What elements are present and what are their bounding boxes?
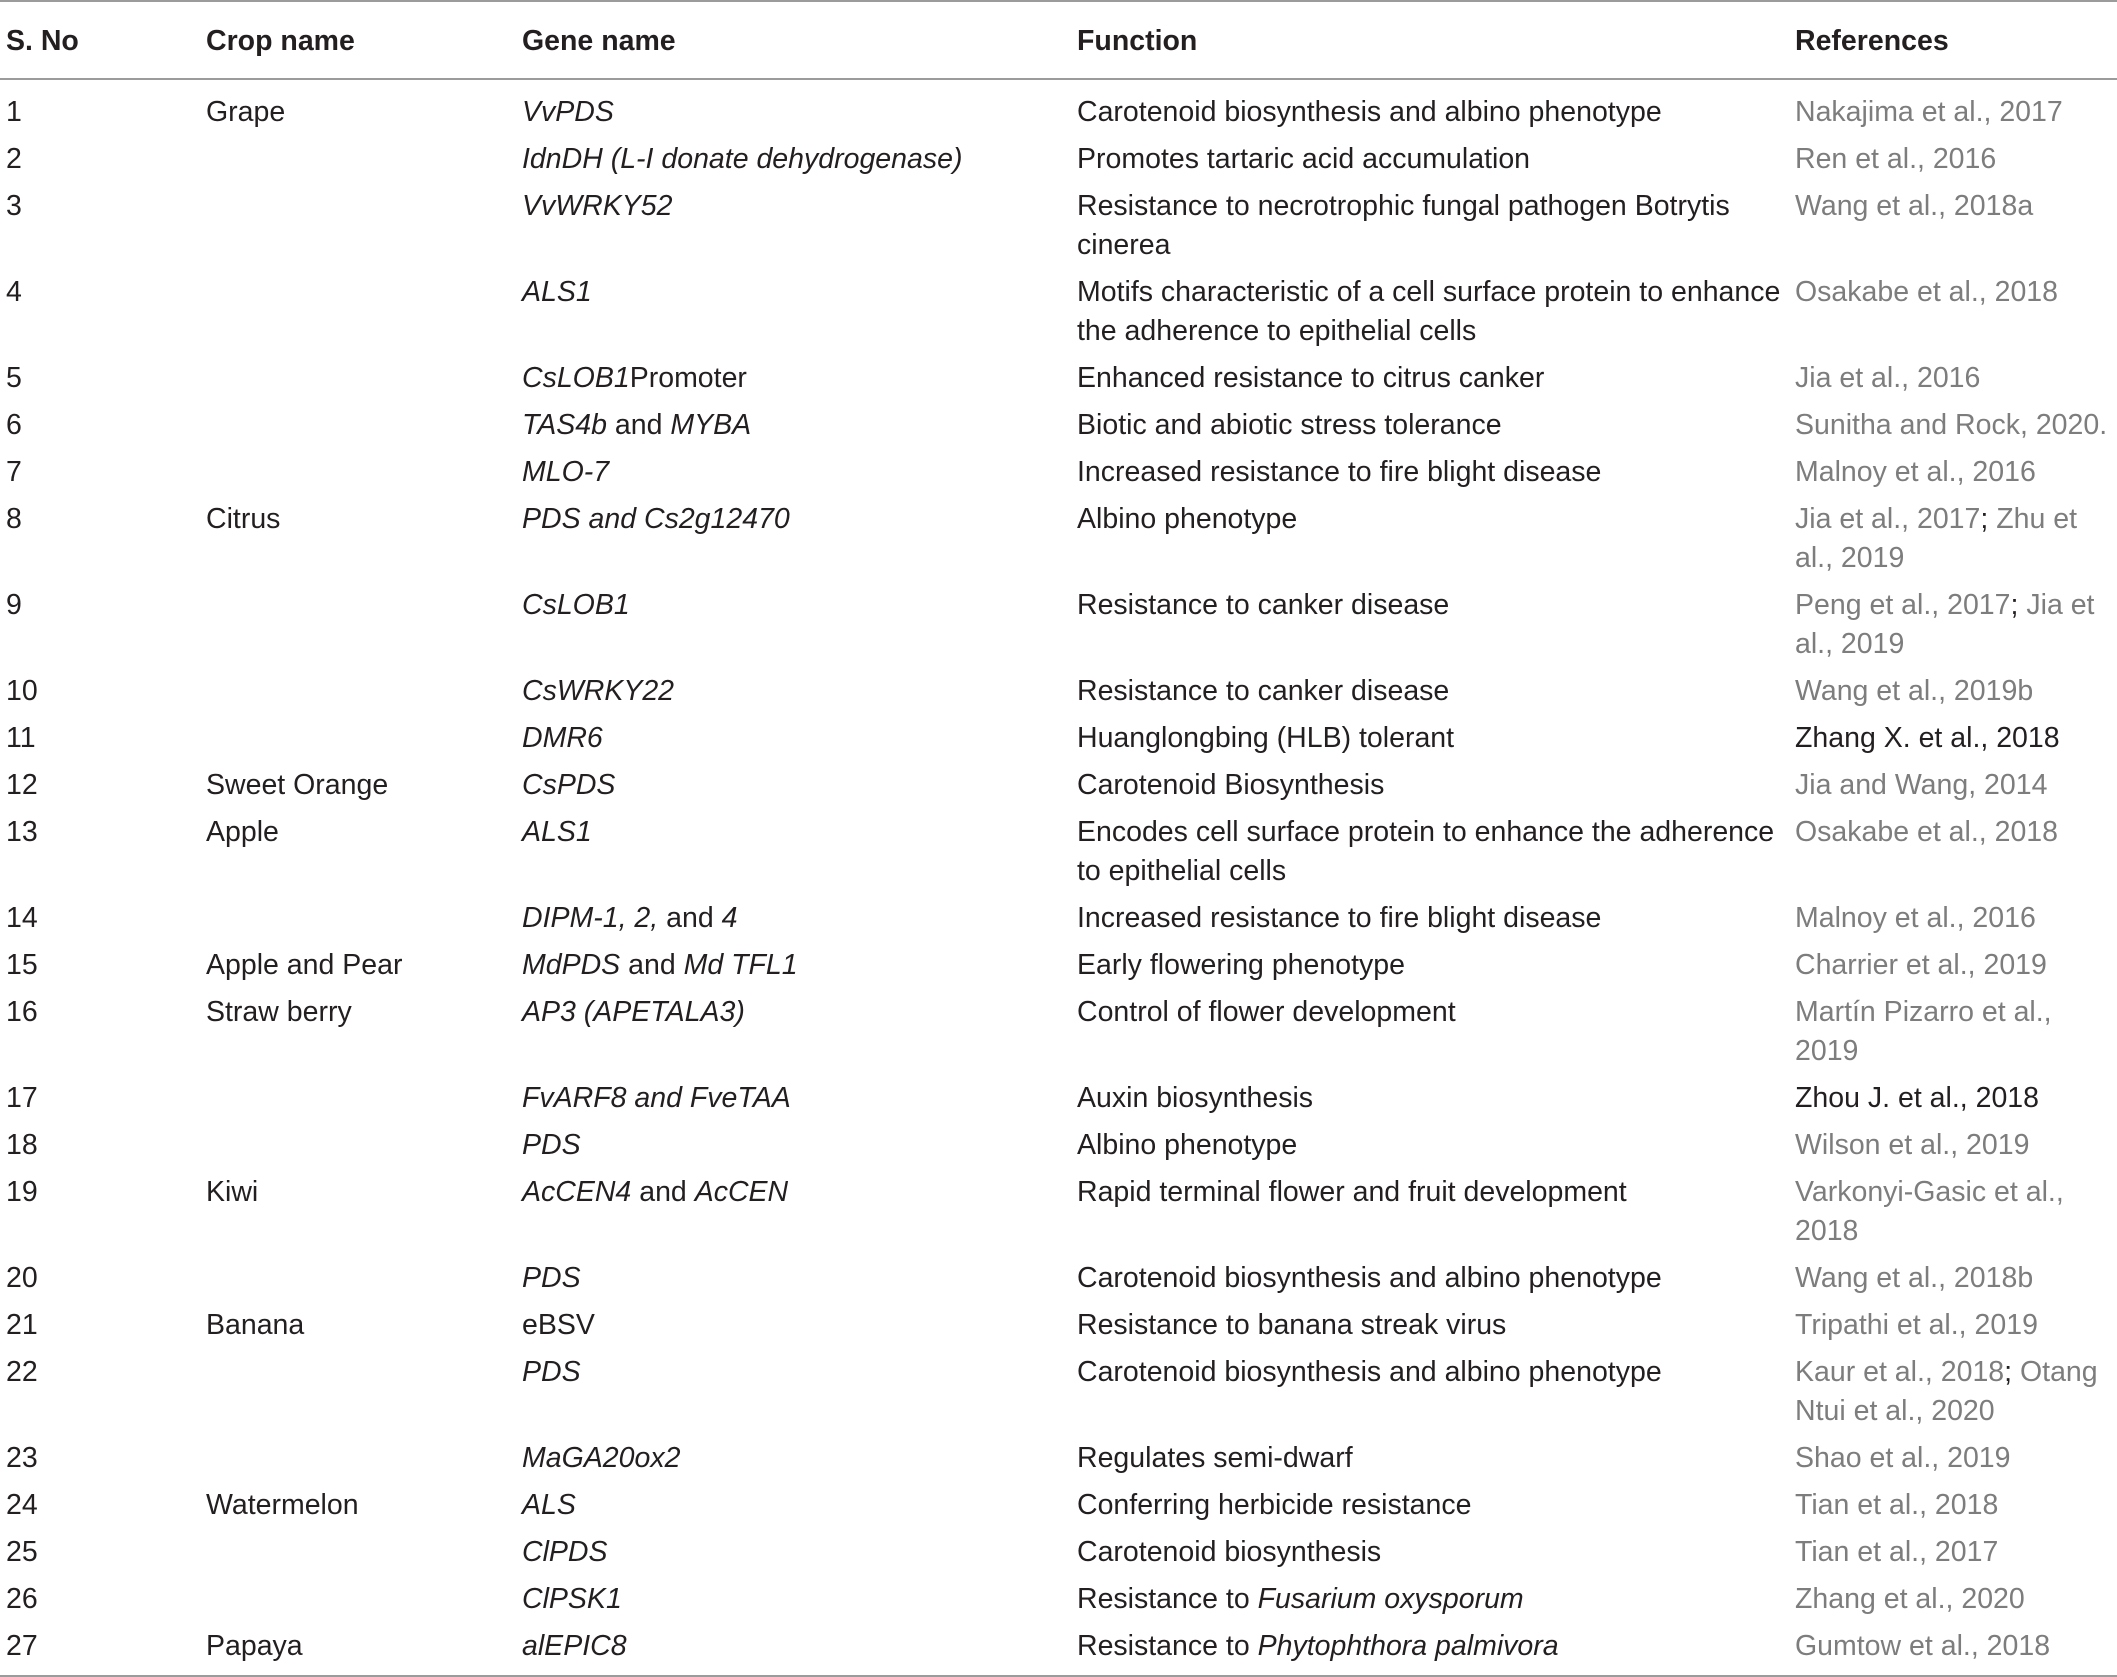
table-row bbox=[0, 1255, 2117, 1302]
cell-function bbox=[1071, 1576, 1789, 1623]
table-row bbox=[0, 136, 2117, 183]
function-segment: Resistance to bbox=[1077, 1583, 1258, 1615]
table-body bbox=[0, 79, 2117, 1676]
cell-function bbox=[1071, 1255, 1789, 1302]
cell-references bbox=[1789, 582, 2117, 668]
reference-link[interactable]: Jia et al., 2019 bbox=[1795, 589, 2095, 660]
cell-references bbox=[1789, 1623, 2117, 1676]
reference-link[interactable]: Osakabe et al., 2018 bbox=[1795, 816, 2059, 848]
table-row bbox=[0, 79, 2117, 136]
reference-link[interactable]: Shao et al., 2019 bbox=[1795, 1442, 2011, 1474]
cell-references bbox=[1789, 1349, 2117, 1435]
function-segment: Resistance to canker disease bbox=[1077, 675, 1450, 707]
reference-link[interactable]: Ren et al., 2016 bbox=[1795, 143, 1997, 175]
cell-references bbox=[1789, 895, 2117, 942]
cell-gene-name bbox=[516, 355, 1071, 402]
cell-sno: 6 bbox=[6, 409, 22, 441]
gene-segment: Promoter bbox=[629, 362, 747, 394]
cell-gene-name bbox=[516, 1435, 1071, 1482]
cell-crop-name: Banana bbox=[206, 1309, 305, 1341]
cell-references bbox=[1789, 1435, 2117, 1482]
cell-crop-name: Sweet Orange bbox=[206, 769, 389, 801]
cell-crop-name: Papaya bbox=[206, 1630, 303, 1662]
cell-function bbox=[1071, 136, 1789, 183]
cell-sno: 22 bbox=[6, 1356, 38, 1388]
cell-gene-name bbox=[516, 1529, 1071, 1576]
function-segment: Carotenoid Biosynthesis bbox=[1077, 769, 1385, 801]
cell-gene-name bbox=[516, 1169, 1071, 1255]
reference-link[interactable]: Zhu et al., 2019 bbox=[1795, 503, 2078, 574]
cell-gene-name bbox=[516, 136, 1071, 183]
cell-function bbox=[1071, 989, 1789, 1075]
header-function: Function bbox=[1077, 25, 1198, 57]
cell-references bbox=[1789, 1576, 2117, 1623]
gene-segment: ALS bbox=[522, 1489, 576, 1521]
table-row bbox=[0, 402, 2117, 449]
cell-function bbox=[1071, 269, 1789, 355]
cell-gene-name bbox=[516, 79, 1071, 136]
cell-gene-name bbox=[516, 1349, 1071, 1435]
cell-sno: 17 bbox=[6, 1082, 38, 1114]
cell-sno: 24 bbox=[6, 1489, 38, 1521]
cell-references bbox=[1789, 762, 2117, 809]
function-segment: Motifs characteristic of a cell surface protein to enhance the adherence to epithelial cells bbox=[1077, 276, 1781, 347]
function-segment: Carotenoid biosynthesis and albino phenotype bbox=[1077, 1356, 1662, 1388]
cell-references bbox=[1789, 1122, 2117, 1169]
gene-segment: and bbox=[631, 1176, 695, 1208]
function-segment: Regulates semi-dwarf bbox=[1077, 1442, 1353, 1474]
cell-sno: 13 bbox=[6, 816, 38, 848]
cell-sno: 2 bbox=[6, 143, 22, 175]
cell-function bbox=[1071, 449, 1789, 496]
cell-sno: 10 bbox=[6, 675, 38, 707]
reference-link[interactable]: Martín Pizarro et al., 2019 bbox=[1795, 996, 2052, 1067]
cell-function bbox=[1071, 1075, 1789, 1122]
table-row bbox=[0, 895, 2117, 942]
cell-function bbox=[1071, 1122, 1789, 1169]
function-segment: Encodes cell surface protein to enhance the adherence to epithelial cells bbox=[1077, 816, 1775, 887]
reference-link[interactable]: Zhou J. et al., 2018 bbox=[1795, 1082, 2039, 1114]
gene-segment: Md TFL1 bbox=[683, 949, 798, 981]
cell-crop-name bbox=[200, 402, 516, 449]
cell-references bbox=[1789, 269, 2117, 355]
table-row bbox=[0, 449, 2117, 496]
cell-function bbox=[1071, 762, 1789, 809]
cell-crop-name bbox=[200, 1075, 516, 1122]
cell-gene-name bbox=[516, 496, 1071, 582]
reference-link[interactable]: Otang Ntui et al., 2020 bbox=[1795, 1356, 2098, 1427]
cell-sno: 1 bbox=[6, 96, 22, 128]
table-row bbox=[0, 269, 2117, 355]
cell-sno: 11 bbox=[6, 722, 36, 754]
cell-references bbox=[1789, 1529, 2117, 1576]
reference-link[interactable]: Nakajima et al., 2017 bbox=[1795, 96, 2063, 128]
gene-segment: MLO-7 bbox=[522, 456, 610, 488]
cell-crop-name bbox=[200, 1576, 516, 1623]
cell-gene-name bbox=[516, 762, 1071, 809]
cell-sno: 14 bbox=[6, 902, 38, 934]
reference-link[interactable]: Zhang X. et al., 2018 bbox=[1795, 722, 2060, 754]
cell-references bbox=[1789, 449, 2117, 496]
cell-crop-name bbox=[200, 582, 516, 668]
gene-segment: CsLOB1 bbox=[522, 362, 630, 394]
table-row bbox=[0, 1482, 2117, 1529]
reference-link[interactable]: Tian et al., 2018 bbox=[1795, 1489, 1999, 1521]
header-row bbox=[0, 1, 2117, 79]
gene-segment: PDS bbox=[522, 1356, 581, 1388]
cell-crop-name: Straw berry bbox=[206, 996, 352, 1028]
cell-gene-name bbox=[516, 183, 1071, 269]
cell-gene-name bbox=[516, 809, 1071, 895]
table-row bbox=[0, 183, 2117, 269]
cell-function bbox=[1071, 1302, 1789, 1349]
table-row bbox=[0, 762, 2117, 809]
cell-references bbox=[1789, 1482, 2117, 1529]
function-segment: Increased resistance to fire blight disease bbox=[1077, 456, 1602, 488]
function-segment: Resistance to bbox=[1077, 1630, 1258, 1662]
cell-crop-name: Apple bbox=[206, 816, 279, 848]
cell-references bbox=[1789, 402, 2117, 449]
cell-sno: 4 bbox=[6, 276, 22, 308]
gene-segment: 4 bbox=[721, 902, 738, 934]
reference-separator: ; bbox=[1980, 503, 1997, 535]
reference-link[interactable]: Zhang et al., 2020 bbox=[1795, 1583, 2025, 1615]
cell-crop-name: Citrus bbox=[206, 503, 281, 535]
reference-link[interactable]: Wang et al., 2018a bbox=[1795, 190, 2034, 222]
gene-segment: ClPDS bbox=[522, 1536, 608, 1568]
reference-link[interactable]: Wang et al., 2018b bbox=[1795, 1262, 2034, 1294]
reference-link[interactable]: Wilson et al., 2019 bbox=[1795, 1129, 2030, 1161]
cell-gene-name bbox=[516, 402, 1071, 449]
cell-sno: 12 bbox=[6, 769, 38, 801]
header-crop-name: Crop name bbox=[206, 25, 355, 57]
cell-crop-name bbox=[200, 668, 516, 715]
reference-link[interactable]: Jia et al., 2016 bbox=[1795, 362, 1981, 394]
cell-function bbox=[1071, 809, 1789, 895]
cell-crop-name: Grape bbox=[206, 96, 286, 128]
cell-references bbox=[1789, 989, 2117, 1075]
function-segment: Phytophthora palmivora bbox=[1257, 1630, 1559, 1662]
function-segment: Albino phenotype bbox=[1077, 503, 1298, 535]
gene-segment: CsPDS bbox=[522, 769, 616, 801]
function-segment: Rapid terminal flower and fruit development bbox=[1077, 1176, 1627, 1208]
reference-link[interactable]: Peng et al., 2017 bbox=[1795, 589, 2011, 621]
cell-references bbox=[1789, 1169, 2117, 1255]
cell-gene-name bbox=[516, 942, 1071, 989]
cell-function bbox=[1071, 715, 1789, 762]
gene-segment: and bbox=[620, 949, 684, 981]
gene-segment: MYBA bbox=[670, 409, 752, 441]
cell-sno: 15 bbox=[6, 949, 38, 981]
cell-crop-name bbox=[200, 183, 516, 269]
cell-references bbox=[1789, 1255, 2117, 1302]
reference-link[interactable]: Jia and Wang, 2014 bbox=[1795, 769, 2048, 801]
table-row bbox=[0, 1169, 2117, 1255]
cell-function bbox=[1071, 496, 1789, 582]
cell-crop-name: Watermelon bbox=[206, 1489, 359, 1521]
cell-crop-name: Kiwi bbox=[206, 1176, 259, 1208]
gene-segment: ALS1 bbox=[522, 276, 592, 308]
function-segment: Albino phenotype bbox=[1077, 1129, 1298, 1161]
function-segment: Control of flower development bbox=[1077, 996, 1456, 1028]
cell-sno: 5 bbox=[6, 362, 22, 394]
reference-link[interactable]: Malnoy et al., 2016 bbox=[1795, 456, 2036, 488]
function-segment: Carotenoid biosynthesis bbox=[1077, 1536, 1382, 1568]
table-row bbox=[0, 668, 2117, 715]
cell-crop-name bbox=[200, 895, 516, 942]
reference-link[interactable]: Osakabe et al., 2018 bbox=[1795, 276, 2059, 308]
cell-references bbox=[1789, 1075, 2117, 1122]
cell-crop-name bbox=[200, 136, 516, 183]
function-segment: Huanglongbing (HLB) tolerant bbox=[1077, 722, 1455, 754]
function-segment: Biotic and abiotic stress tolerance bbox=[1077, 409, 1502, 441]
cell-crop-name bbox=[200, 1349, 516, 1435]
table-row bbox=[0, 942, 2117, 989]
table-row bbox=[0, 1122, 2117, 1169]
cell-crop-name: Apple and Pear bbox=[206, 949, 403, 981]
gene-segment: AcCEN bbox=[694, 1176, 789, 1208]
reference-link[interactable]: Wang et al., 2019b bbox=[1795, 675, 2034, 707]
header-gene-name: Gene name bbox=[522, 25, 676, 57]
function-segment: Fusarium oxysporum bbox=[1257, 1583, 1524, 1615]
gene-segment: and bbox=[607, 409, 671, 441]
cell-references bbox=[1789, 809, 2117, 895]
function-segment: Carotenoid biosynthesis and albino phenotype bbox=[1077, 96, 1662, 128]
function-segment: Resistance to canker disease bbox=[1077, 589, 1450, 621]
cell-sno: 19 bbox=[6, 1176, 38, 1208]
cell-function bbox=[1071, 402, 1789, 449]
cell-gene-name bbox=[516, 1122, 1071, 1169]
cell-crop-name bbox=[200, 1122, 516, 1169]
cell-gene-name bbox=[516, 989, 1071, 1075]
cell-sno: 16 bbox=[6, 996, 38, 1028]
table-header bbox=[0, 1, 2117, 79]
gene-segment: AcCEN4 bbox=[522, 1176, 632, 1208]
reference-link[interactable]: Sunitha and Rock, 2020. bbox=[1795, 409, 2108, 441]
cell-crop-name bbox=[200, 1435, 516, 1482]
gene-segment: MaGA20ox2 bbox=[522, 1442, 681, 1474]
cell-gene-name bbox=[516, 1576, 1071, 1623]
function-segment: Auxin biosynthesis bbox=[1077, 1082, 1314, 1114]
cell-crop-name bbox=[200, 1255, 516, 1302]
cell-function bbox=[1071, 1482, 1789, 1529]
gene-segment: FvARF8 and FveTAA bbox=[522, 1082, 791, 1114]
cell-function bbox=[1071, 582, 1789, 668]
gene-segment: IdnDH (L-I donate dehydrogenase) bbox=[522, 143, 963, 175]
table-row bbox=[0, 1576, 2117, 1623]
table-row bbox=[0, 582, 2117, 668]
function-segment: Resistance to banana streak virus bbox=[1077, 1309, 1507, 1341]
cell-function bbox=[1071, 79, 1789, 136]
cell-sno: 23 bbox=[6, 1442, 38, 1474]
table-row bbox=[0, 989, 2117, 1075]
reference-link[interactable]: Charrier et al., 2019 bbox=[1795, 949, 2047, 981]
cell-gene-name bbox=[516, 582, 1071, 668]
cell-crop-name bbox=[200, 1529, 516, 1576]
table-row bbox=[0, 715, 2117, 762]
gene-segment: MdPDS bbox=[522, 949, 621, 981]
table-row bbox=[0, 1435, 2117, 1482]
cell-crop-name bbox=[200, 269, 516, 355]
table-row bbox=[0, 1349, 2117, 1435]
cell-function bbox=[1071, 668, 1789, 715]
cell-gene-name bbox=[516, 715, 1071, 762]
cell-references bbox=[1789, 668, 2117, 715]
table-row bbox=[0, 355, 2117, 402]
gene-segment: eBSV bbox=[522, 1309, 595, 1341]
reference-separator: ; bbox=[2004, 1356, 2020, 1388]
gene-segment: alEPIC8 bbox=[522, 1630, 627, 1662]
cell-function bbox=[1071, 895, 1789, 942]
reference-link[interactable]: Malnoy et al., 2016 bbox=[1795, 902, 2036, 934]
cell-function bbox=[1071, 942, 1789, 989]
gene-segment: AP3 (APETALA3) bbox=[522, 996, 745, 1028]
reference-link[interactable]: Jia et al., 2017 bbox=[1795, 503, 1981, 535]
table-row bbox=[0, 496, 2117, 582]
gene-segment: PDS and Cs2g12470 bbox=[522, 503, 790, 535]
gene-segment: DMR6 bbox=[522, 722, 603, 754]
gene-segment: CsLOB1 bbox=[522, 589, 630, 621]
cell-sno: 27 bbox=[6, 1630, 38, 1662]
gene-segment: CsWRKY22 bbox=[522, 675, 675, 707]
cell-references bbox=[1789, 1302, 2117, 1349]
cell-sno: 25 bbox=[6, 1536, 38, 1568]
reference-link[interactable]: Kaur et al., 2018 bbox=[1795, 1356, 2005, 1388]
cell-references bbox=[1789, 79, 2117, 136]
gene-segment: DIPM-1, 2, bbox=[522, 902, 659, 934]
gene-segment: PDS bbox=[522, 1262, 581, 1294]
cell-sno: 18 bbox=[6, 1129, 38, 1161]
cell-gene-name bbox=[516, 895, 1071, 942]
cell-function bbox=[1071, 1435, 1789, 1482]
function-segment: Carotenoid biosynthesis and albino phenotype bbox=[1077, 1262, 1662, 1294]
function-segment: Increased resistance to fire blight disease bbox=[1077, 902, 1602, 934]
gene-segment: VvWRKY52 bbox=[522, 190, 673, 222]
gene-segment: ALS1 bbox=[522, 816, 592, 848]
cell-gene-name bbox=[516, 449, 1071, 496]
cell-gene-name bbox=[516, 1255, 1071, 1302]
cell-crop-name bbox=[200, 715, 516, 762]
cell-references bbox=[1789, 496, 2117, 582]
gene-segment: VvPDS bbox=[522, 96, 614, 128]
cell-function bbox=[1071, 1349, 1789, 1435]
cell-gene-name bbox=[516, 1075, 1071, 1122]
reference-link[interactable]: Tian et al., 2017 bbox=[1795, 1536, 1999, 1568]
table-row bbox=[0, 1623, 2117, 1676]
table-row bbox=[0, 1302, 2117, 1349]
function-segment: Early flowering phenotype bbox=[1077, 949, 1405, 981]
reference-link[interactable]: Gumtow et al., 2018 bbox=[1795, 1630, 2051, 1662]
cell-function bbox=[1071, 1529, 1789, 1576]
cell-gene-name bbox=[516, 1623, 1071, 1676]
reference-separator: ; bbox=[2010, 589, 2027, 621]
cell-crop-name bbox=[200, 449, 516, 496]
gene-segment: PDS bbox=[522, 1129, 581, 1161]
cell-sno: 21 bbox=[6, 1309, 38, 1341]
reference-link[interactable]: Tripathi et al., 2019 bbox=[1795, 1309, 2038, 1341]
table-row bbox=[0, 1529, 2117, 1576]
cell-sno: 8 bbox=[6, 503, 22, 535]
cell-gene-name bbox=[516, 1302, 1071, 1349]
cell-sno: 7 bbox=[6, 456, 22, 488]
header-references: References bbox=[1795, 25, 1949, 57]
cell-function bbox=[1071, 1623, 1789, 1676]
cell-sno: 3 bbox=[6, 190, 22, 222]
function-segment: Promotes tartaric acid accumulation bbox=[1077, 143, 1531, 175]
table-row bbox=[0, 1075, 2117, 1122]
reference-link[interactable]: Varkonyi-Gasic et al., 2018 bbox=[1795, 1176, 2064, 1247]
cell-gene-name bbox=[516, 1482, 1071, 1529]
cell-gene-name bbox=[516, 668, 1071, 715]
cell-references bbox=[1789, 942, 2117, 989]
cell-function bbox=[1071, 355, 1789, 402]
cell-references bbox=[1789, 715, 2117, 762]
cell-references bbox=[1789, 183, 2117, 269]
cell-sno: 9 bbox=[6, 589, 22, 621]
cell-crop-name bbox=[200, 355, 516, 402]
cell-references bbox=[1789, 355, 2117, 402]
function-segment: Enhanced resistance to citrus canker bbox=[1077, 362, 1545, 394]
gene-segment: and bbox=[658, 902, 722, 934]
function-segment: Conferring herbicide resistance bbox=[1077, 1489, 1472, 1521]
cell-function bbox=[1071, 1169, 1789, 1255]
table-row bbox=[0, 809, 2117, 895]
cell-sno: 20 bbox=[6, 1262, 38, 1294]
cell-function bbox=[1071, 183, 1789, 269]
function-segment: Resistance to necrotrophic fungal pathogen Botrytis cinerea bbox=[1077, 190, 1730, 261]
cell-sno: 26 bbox=[6, 1583, 38, 1615]
gene-segment: TAS4b bbox=[522, 409, 608, 441]
cell-gene-name bbox=[516, 269, 1071, 355]
gene-segment: ClPSK1 bbox=[522, 1583, 622, 1615]
header-sno: S. No bbox=[6, 25, 79, 57]
cell-references bbox=[1789, 136, 2117, 183]
